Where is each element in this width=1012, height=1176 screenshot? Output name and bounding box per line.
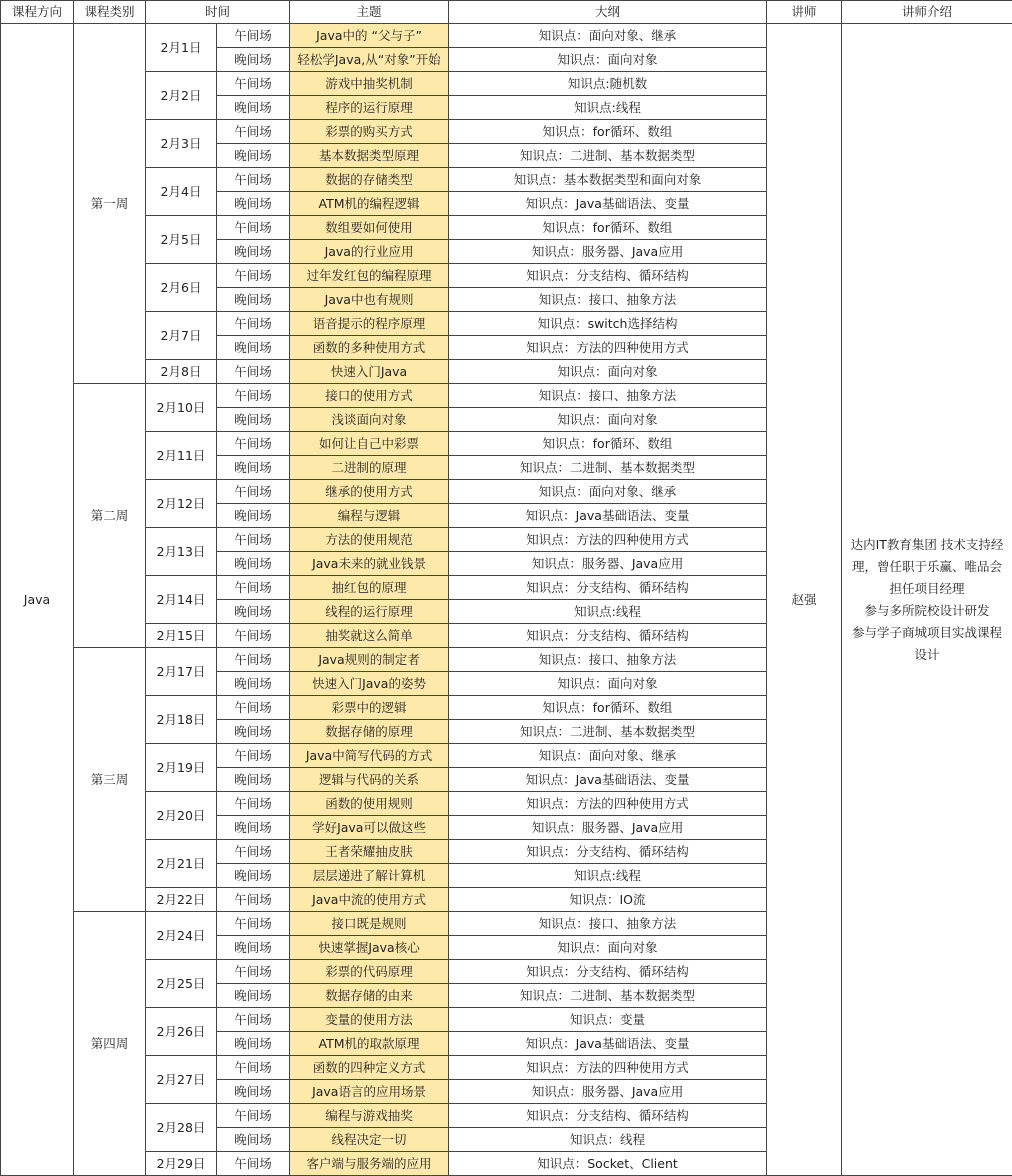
topic-cell: 语音提示的程序原理 <box>290 312 449 336</box>
topic-cell: 编程与逻辑 <box>290 504 449 528</box>
date-cell: 2月20日 <box>146 792 217 840</box>
topic-cell: 线程决定一切 <box>290 1128 449 1152</box>
outline-cell: 知识点：Java基础语法、变量 <box>449 1032 767 1056</box>
date-cell: 2月25日 <box>146 960 217 1008</box>
topic-cell: 学好Java可以做这些 <box>290 816 449 840</box>
topic-cell: 接口的使用方式 <box>290 384 449 408</box>
outline-cell: 知识点：分支结构、循环结构 <box>449 576 767 600</box>
topic-cell: 抽红包的原理 <box>290 576 449 600</box>
topic-cell: 基本数据类型原理 <box>290 144 449 168</box>
date-cell: 2月19日 <box>146 744 217 792</box>
topic-cell: 接口既是规则 <box>290 912 449 936</box>
outline-cell: 知识点：基本数据类型和面向对象 <box>449 168 767 192</box>
topic-cell: Java规则的制定者 <box>290 648 449 672</box>
topic-cell: 浅谈面向对象 <box>290 408 449 432</box>
header-direction: 课程方向 <box>1 1 74 24</box>
topic-cell: Java中也有规则 <box>290 288 449 312</box>
outline-cell: 知识点：分支结构、循环结构 <box>449 264 767 288</box>
session-slot-cell: 午间场 <box>217 888 290 912</box>
topic-cell: 继承的使用方式 <box>290 480 449 504</box>
outline-cell: 知识点：方法的四种使用方式 <box>449 792 767 816</box>
topic-cell: 彩票中的逻辑 <box>290 696 449 720</box>
outline-cell: 知识点：Java基础语法、变量 <box>449 768 767 792</box>
topic-cell: 快速掌握Java核心 <box>290 936 449 960</box>
date-cell: 2月6日 <box>146 264 217 312</box>
topic-cell: 函数的使用规则 <box>290 792 449 816</box>
date-cell: 2月7日 <box>146 312 217 360</box>
date-cell: 2月14日 <box>146 576 217 624</box>
session-slot-cell: 午间场 <box>217 960 290 984</box>
outline-cell: 知识点:线程 <box>449 600 767 624</box>
outline-cell: 知识点：服务器、Java应用 <box>449 1080 767 1104</box>
topic-cell: 程序的运行原理 <box>290 96 449 120</box>
topic-cell: 函数的四种定义方式 <box>290 1056 449 1080</box>
topic-cell: 游戏中抽奖机制 <box>290 72 449 96</box>
week-label-cell: 第三周 <box>74 648 146 912</box>
topic-cell: 数据的存储类型 <box>290 168 449 192</box>
session-slot-cell: 午间场 <box>217 480 290 504</box>
topic-cell: 快速入门Java的姿势 <box>290 672 449 696</box>
outline-cell: 知识点：面向对象、继承 <box>449 24 767 48</box>
session-slot-cell: 午间场 <box>217 792 290 816</box>
outline-cell: 知识点：方法的四种使用方式 <box>449 336 767 360</box>
session-slot-cell: 午间场 <box>217 360 290 384</box>
session-slot-cell: 晚间场 <box>217 600 290 624</box>
session-slot-cell: 午间场 <box>217 1008 290 1032</box>
outline-cell: 知识点：面向对象 <box>449 48 767 72</box>
session-slot-cell: 午间场 <box>217 432 290 456</box>
outline-cell: 知识点：Java基础语法、变量 <box>449 504 767 528</box>
outline-cell: 知识点：接口、抽象方法 <box>449 648 767 672</box>
session-slot-cell: 午间场 <box>217 120 290 144</box>
header-instructor: 讲师 <box>767 1 842 24</box>
outline-cell: 知识点：IO流 <box>449 888 767 912</box>
outline-cell: 知识点：面向对象 <box>449 408 767 432</box>
session-slot-cell: 午间场 <box>217 216 290 240</box>
topic-cell: 数组要如何使用 <box>290 216 449 240</box>
date-cell: 2月18日 <box>146 696 217 744</box>
date-cell: 2月11日 <box>146 432 217 480</box>
date-cell: 2月24日 <box>146 912 217 960</box>
outline-cell: 知识点：接口、抽象方法 <box>449 288 767 312</box>
header-instructor-intro: 讲师介绍 <box>842 1 1012 24</box>
instructor-intro-line: 理，曾任职于乐赢、唯品会 <box>842 556 1012 578</box>
session-slot-cell: 午间场 <box>217 1104 290 1128</box>
outline-cell: 知识点：分支结构、循环结构 <box>449 624 767 648</box>
session-slot-cell: 晚间场 <box>217 984 290 1008</box>
session-slot-cell: 午间场 <box>217 168 290 192</box>
outline-cell: 知识点：二进制、基本数据类型 <box>449 456 767 480</box>
header-row <box>1 1 1012 24</box>
table-row <box>1 24 1012 48</box>
date-cell: 2月27日 <box>146 1056 217 1104</box>
topic-cell: Java未来的就业钱景 <box>290 552 449 576</box>
topic-cell: Java中简写代码的方式 <box>290 744 449 768</box>
session-slot-cell: 午间场 <box>217 312 290 336</box>
outline-cell: 知识点：二进制、基本数据类型 <box>449 984 767 1008</box>
outline-cell: 知识点：分支结构、循环结构 <box>449 960 767 984</box>
topic-cell: ATM机的编程逻辑 <box>290 192 449 216</box>
outline-cell: 知识点：Java基础语法、变量 <box>449 192 767 216</box>
session-slot-cell: 午间场 <box>217 576 290 600</box>
topic-cell: 过年发红包的编程原理 <box>290 264 449 288</box>
session-slot-cell: 晚间场 <box>217 504 290 528</box>
date-cell: 2月29日 <box>146 1152 217 1176</box>
week-label-cell: 第一周 <box>74 24 146 384</box>
topic-cell: 彩票的购买方式 <box>290 120 449 144</box>
session-slot-cell: 午间场 <box>217 24 290 48</box>
topic-cell: 如何让自己中彩票 <box>290 432 449 456</box>
date-cell: 2月26日 <box>146 1008 217 1056</box>
outline-cell: 知识点：面向对象、继承 <box>449 480 767 504</box>
outline-cell: 知识点：方法的四种使用方式 <box>449 528 767 552</box>
date-cell: 2月1日 <box>146 24 217 72</box>
topic-cell: ATM机的取款原理 <box>290 1032 449 1056</box>
date-cell: 2月22日 <box>146 888 217 912</box>
topic-cell: 逻辑与代码的关系 <box>290 768 449 792</box>
instructor-intro-line: 设计 <box>842 644 1012 666</box>
session-slot-cell: 午间场 <box>217 648 290 672</box>
instructor-intro-line: 达内IT教育集团 技术支持经 <box>842 534 1012 556</box>
date-cell: 2月13日 <box>146 528 217 576</box>
date-cell: 2月3日 <box>146 120 217 168</box>
course-direction-cell: Java <box>1 24 74 1176</box>
session-slot-cell: 晚间场 <box>217 240 290 264</box>
outline-cell: 知识点：二进制、基本数据类型 <box>449 144 767 168</box>
outline-cell: 知识点：分支结构、循环结构 <box>449 840 767 864</box>
outline-cell: 知识点：面向对象 <box>449 936 767 960</box>
topic-cell: 编程与游戏抽奖 <box>290 1104 449 1128</box>
outline-cell: 知识点：分支结构、循环结构 <box>449 1104 767 1128</box>
session-slot-cell: 晚间场 <box>217 336 290 360</box>
session-slot-cell: 午间场 <box>217 384 290 408</box>
session-slot-cell: 午间场 <box>217 264 290 288</box>
session-slot-cell: 晚间场 <box>217 288 290 312</box>
date-cell: 2月4日 <box>146 168 217 216</box>
outline-cell: 知识点：for循环、数组 <box>449 216 767 240</box>
outline-cell: 知识点：接口、抽象方法 <box>449 912 767 936</box>
header-time: 时间 <box>146 1 290 24</box>
date-cell: 2月21日 <box>146 840 217 888</box>
topic-cell: 数据存储的原理 <box>290 720 449 744</box>
topic-cell: 客户端与服务端的应用 <box>290 1152 449 1176</box>
outline-cell: 知识点：服务器、Java应用 <box>449 816 767 840</box>
instructor-intro-line: 参与学子商城项目实战课程 <box>842 622 1012 644</box>
outline-cell: 知识点：二进制、基本数据类型 <box>449 720 767 744</box>
topic-cell: 王者荣耀抽皮肤 <box>290 840 449 864</box>
session-slot-cell: 晚间场 <box>217 456 290 480</box>
topic-cell: 抽奖就这么简单 <box>290 624 449 648</box>
outline-cell: 知识点：switch选择结构 <box>449 312 767 336</box>
session-slot-cell: 晚间场 <box>217 816 290 840</box>
instructor-intro-line: 担任项目经理 <box>842 578 1012 600</box>
session-slot-cell: 晚间场 <box>217 720 290 744</box>
session-slot-cell: 午间场 <box>217 72 290 96</box>
table-header <box>1 1 1012 24</box>
session-slot-cell: 午间场 <box>217 840 290 864</box>
topic-cell: 变量的使用方法 <box>290 1008 449 1032</box>
session-slot-cell: 晚间场 <box>217 864 290 888</box>
outline-cell: 知识点：服务器、Java应用 <box>449 552 767 576</box>
outline-cell: 知识点：for循环、数组 <box>449 120 767 144</box>
topic-cell: 轻松学Java,从“对象”开始 <box>290 48 449 72</box>
session-slot-cell: 晚间场 <box>217 552 290 576</box>
session-slot-cell: 晚间场 <box>217 408 290 432</box>
week-label-cell: 第四周 <box>74 912 146 1176</box>
header-outline: 大纲 <box>449 1 767 24</box>
session-slot-cell: 午间场 <box>217 1056 290 1080</box>
outline-cell: 知识点：方法的四种使用方式 <box>449 1056 767 1080</box>
outline-cell: 知识点：线程 <box>449 1128 767 1152</box>
topic-cell: 层层递进了解计算机 <box>290 864 449 888</box>
outline-cell: 知识点:线程 <box>449 864 767 888</box>
session-slot-cell: 晚间场 <box>217 672 290 696</box>
outline-cell: 知识点:线程 <box>449 96 767 120</box>
outline-cell: 知识点：面向对象、继承 <box>449 744 767 768</box>
instructor-intro-line: 参与多所院校设计研发 <box>842 600 1012 622</box>
instructor-cell: 赵强 <box>767 24 842 1176</box>
session-slot-cell: 晚间场 <box>217 192 290 216</box>
outline-cell: 知识点：for循环、数组 <box>449 432 767 456</box>
week-label-cell: 第二周 <box>74 384 146 648</box>
topic-cell: 二进制的原理 <box>290 456 449 480</box>
session-slot-cell: 晚间场 <box>217 936 290 960</box>
outline-cell: 知识点：面向对象 <box>449 360 767 384</box>
topic-cell: 数据存储的由来 <box>290 984 449 1008</box>
session-slot-cell: 午间场 <box>217 528 290 552</box>
date-cell: 2月5日 <box>146 216 217 264</box>
date-cell: 2月17日 <box>146 648 217 696</box>
topic-cell: Java的行业应用 <box>290 240 449 264</box>
session-slot-cell: 晚间场 <box>217 768 290 792</box>
table-body <box>1 24 1012 1176</box>
topic-cell: Java语言的应用场景 <box>290 1080 449 1104</box>
date-cell: 2月15日 <box>146 624 217 648</box>
session-slot-cell: 晚间场 <box>217 144 290 168</box>
topic-cell: 线程的运行原理 <box>290 600 449 624</box>
date-cell: 2月8日 <box>146 360 217 384</box>
outline-cell: 知识点：接口、抽象方法 <box>449 384 767 408</box>
topic-cell: Java中的 “父与子” <box>290 24 449 48</box>
outline-cell: 知识点：for循环、数组 <box>449 696 767 720</box>
outline-cell: 知识点：服务器、Java应用 <box>449 240 767 264</box>
outline-cell: 知识点：Socket、Client <box>449 1152 767 1176</box>
date-cell: 2月12日 <box>146 480 217 528</box>
date-cell: 2月10日 <box>146 384 217 432</box>
session-slot-cell: 晚间场 <box>217 1128 290 1152</box>
topic-cell: 快速入门Java <box>290 360 449 384</box>
header-category: 课程类别 <box>74 1 146 24</box>
session-slot-cell: 午间场 <box>217 1152 290 1176</box>
outline-cell: 知识点：面向对象 <box>449 672 767 696</box>
header-topic: 主题 <box>290 1 449 24</box>
outline-cell: 知识点：变量 <box>449 1008 767 1032</box>
session-slot-cell: 晚间场 <box>217 48 290 72</box>
session-slot-cell: 午间场 <box>217 744 290 768</box>
topic-cell: Java中流的使用方式 <box>290 888 449 912</box>
date-cell: 2月2日 <box>146 72 217 120</box>
instructor-intro-cell <box>842 24 1012 1176</box>
session-slot-cell: 午间场 <box>217 912 290 936</box>
topic-cell: 函数的多种使用方式 <box>290 336 449 360</box>
topic-cell: 方法的使用规范 <box>290 528 449 552</box>
session-slot-cell: 晚间场 <box>217 1080 290 1104</box>
date-cell: 2月28日 <box>146 1104 217 1152</box>
session-slot-cell: 晚间场 <box>217 1032 290 1056</box>
topic-cell: 彩票的代码原理 <box>290 960 449 984</box>
session-slot-cell: 晚间场 <box>217 96 290 120</box>
session-slot-cell: 午间场 <box>217 624 290 648</box>
session-slot-cell: 午间场 <box>217 696 290 720</box>
outline-cell: 知识点:随机数 <box>449 72 767 96</box>
